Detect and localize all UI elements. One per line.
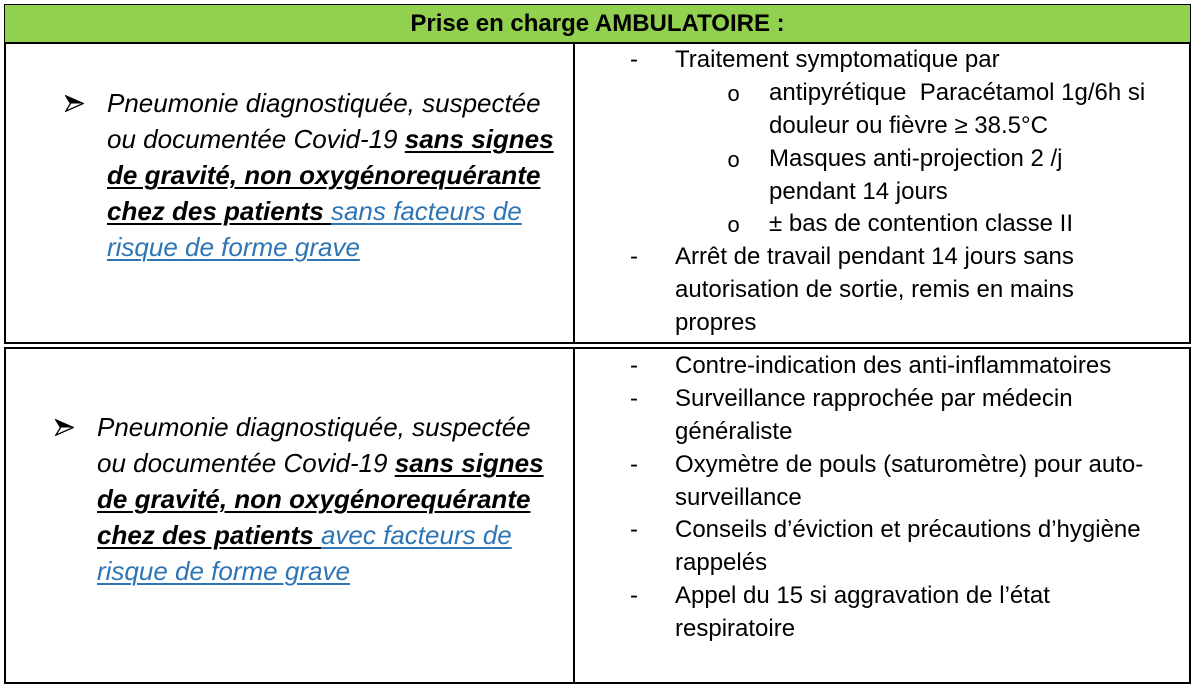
- dash-bullet: -: [630, 384, 638, 412]
- condition-cell: [6, 44, 575, 342]
- condition-line: [97, 553, 544, 589]
- condition-plain-text: Pneumonie diagnostiquée, suspectée: [97, 412, 531, 442]
- condition-text: [107, 85, 554, 265]
- condition-plain-text: ou documentée Covid-19: [97, 448, 395, 478]
- measure-line: surveillance: [675, 483, 802, 511]
- measure-item: [630, 580, 1143, 646]
- condition-line: [107, 85, 554, 121]
- severity-emphasis: sans signes: [394, 448, 544, 478]
- measure-line: Contre-indication des anti-inflammatoires: [675, 352, 1112, 379]
- care-row-with-risk-factors: [4, 347, 1191, 684]
- arrowhead-bullet-icon: [55, 419, 74, 436]
- dash-bullet: -: [630, 450, 638, 478]
- severity-emphasis: sans signes: [404, 124, 554, 154]
- risk-factor-highlight: risque de forme grave: [107, 232, 360, 262]
- measure-item: [630, 44, 1145, 241]
- measure-line: Conseils d’éviction et précautions d’hygiène: [675, 516, 1141, 544]
- condition-plain-text: ou documentée Covid-19: [107, 124, 405, 154]
- severity-emphasis: chez des patients: [97, 520, 321, 550]
- table-title: Prise en charge AMBULATOIRE :: [410, 9, 785, 37]
- measure-line: généraliste: [675, 417, 793, 445]
- measures-list: [630, 44, 1145, 340]
- measure-line: Appel du 15 si aggravation de l’état: [675, 582, 1050, 610]
- circle-bullet: o: [727, 148, 741, 174]
- measure-line: Oxymètre de pouls (saturomètre) pour auto-: [675, 450, 1144, 478]
- risk-factor-highlight: sans facteurs de: [330, 196, 522, 226]
- sub-measure-line: ± bas de contention classe II: [769, 210, 1074, 238]
- measures-cell: [575, 44, 1189, 342]
- arrowhead-bullet-icon: [65, 95, 84, 112]
- table-header: [4, 4, 1191, 42]
- measures-list: [630, 350, 1143, 646]
- measure-item: [630, 241, 1145, 340]
- measure-item: [630, 383, 1143, 449]
- condition-line: [107, 121, 554, 157]
- dash-bullet: -: [630, 243, 638, 271]
- sub-measure-item: [675, 143, 1145, 209]
- circle-bullet: o: [727, 82, 741, 108]
- dash-bullet: -: [630, 582, 638, 610]
- care-row-without-risk-factors: [4, 42, 1191, 344]
- risk-factor-highlight: risque de forme grave: [97, 556, 350, 586]
- sub-measure-line: antipyrétique Paracétamol 1g/6h si: [769, 78, 1146, 106]
- measure-line: respiratoire: [675, 615, 796, 643]
- sub-measure-line: douleur ou fièvre ≥ 38.5°C: [769, 111, 1048, 139]
- severity-emphasis: chez des patients: [107, 196, 331, 226]
- sub-measure-item: [675, 208, 1145, 241]
- condition-line: [107, 229, 554, 265]
- measures-cell: [575, 349, 1189, 682]
- arrowhead-bullet-graphic: [55, 419, 74, 436]
- condition-text: [97, 409, 544, 589]
- sub-measure-item: [675, 77, 1145, 143]
- sub-measures-list: [675, 77, 1145, 241]
- measure-item: [630, 350, 1143, 383]
- risk-factor-highlight: avec facteurs de: [320, 520, 512, 550]
- measure-line: Arrêt de travail pendant 14 jours sans: [675, 243, 1074, 271]
- measure-item: [630, 449, 1143, 515]
- measure-item: [630, 514, 1143, 580]
- severity-emphasis: de gravité, non oxygénorequérante: [107, 160, 541, 190]
- measure-line: autorisation de sortie, remis en mains: [675, 276, 1074, 304]
- circle-bullet: o: [727, 214, 741, 240]
- arrowhead-bullet-graphic: [65, 95, 84, 112]
- measure-line: Traitement symptomatique par: [675, 46, 1000, 73]
- severity-emphasis: de gravité, non oxygénorequérante: [97, 484, 531, 514]
- condition-cell: [6, 349, 575, 682]
- measure-line: rappelés: [675, 549, 768, 577]
- measure-line: Surveillance rapprochée par médecin: [675, 384, 1073, 412]
- condition-line: [107, 193, 554, 229]
- condition-line: [107, 157, 554, 193]
- condition-plain-text: Pneumonie diagnostiquée, suspectée: [107, 88, 541, 118]
- dash-bullet: -: [630, 46, 638, 73]
- dash-bullet: -: [630, 516, 638, 544]
- dash-bullet: -: [630, 352, 638, 379]
- measure-line: propres: [675, 309, 757, 337]
- sub-measure-line: pendant 14 jours: [769, 177, 948, 205]
- sub-measure-line: Masques anti-projection 2 /j: [769, 144, 1063, 172]
- condition-line: [97, 481, 544, 517]
- condition-line: [97, 517, 544, 553]
- condition-line: [97, 445, 544, 481]
- condition-line: [97, 409, 544, 445]
- arrowhead-upper-facet: [66, 96, 83, 104]
